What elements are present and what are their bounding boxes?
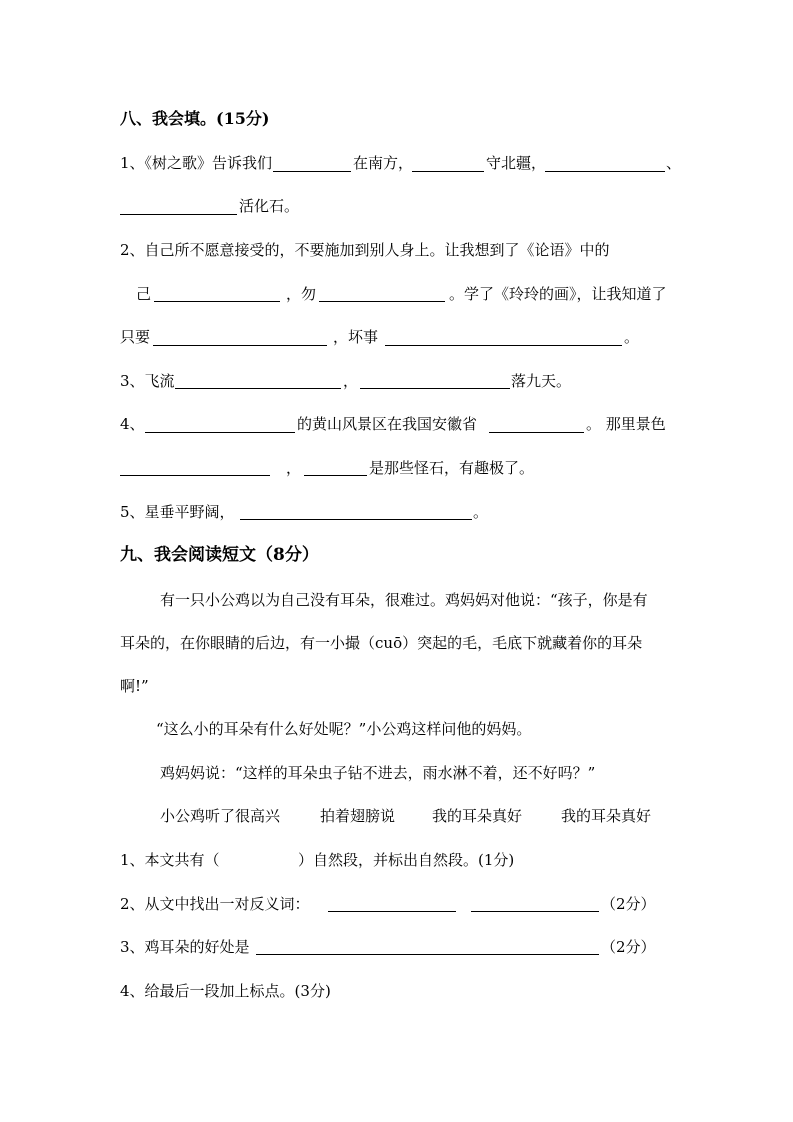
q8-3-text-c: 落九天。 <box>511 372 572 390</box>
q9-4-text: 4、给最后一段加上标点。(3分) <box>120 982 331 1000</box>
blank-line[interactable] <box>319 301 445 302</box>
blank-line[interactable] <box>412 171 484 172</box>
q9-3-text-b: （2分） <box>601 938 656 956</box>
q8-2-text-e: 只要 <box>120 328 151 346</box>
blank-line[interactable] <box>240 519 472 520</box>
q8-2-text-c: ，勿 <box>286 285 317 303</box>
q8-5-text-b: 。 <box>473 503 489 521</box>
q8-2-text-g: 。 <box>624 328 640 346</box>
q8-1-text-b: 在南方， <box>353 154 414 172</box>
blank-line[interactable] <box>360 388 510 389</box>
q8-1-text-e: 活化石。 <box>239 197 300 215</box>
passage-line: 耳朵的，在你眼睛的后边，有一小撮（cuō）突起的毛，毛底下就藏着你的耳朵 <box>120 634 643 652</box>
q9-1-text-a: 1、本文共有（ <box>120 851 220 869</box>
q8-1-text-d: 、 <box>666 154 682 172</box>
q8-1-text-a: 1、《树之歌》告诉我们 <box>120 154 273 172</box>
blank-line[interactable] <box>175 388 341 389</box>
section-9-title: 九、我会阅读短文（8分） <box>120 545 319 565</box>
q8-1-text-c: 守北疆， <box>486 154 547 172</box>
blank-line[interactable] <box>471 911 599 912</box>
q8-2-text-d: 。学了《玲玲的画》，让我知道了 <box>449 285 667 303</box>
passage-line: 有一只小公鸡以为自己没有耳朵，很难过。鸡妈妈对他说：“孩子，你是有 <box>160 591 648 609</box>
blank-line[interactable] <box>385 345 622 346</box>
passage-line: 鸡妈妈说：“这样的耳朵虫子钻不进去，雨水淋不着，还不好吗？” <box>160 764 596 782</box>
passage-phrase: 小公鸡听了很高兴 <box>160 807 281 825</box>
passage-line: 啊!” <box>120 677 149 695</box>
passage-phrase: 我的耳朵真好 <box>561 807 652 825</box>
passage-phrase: 拍着翅膀说 <box>320 807 396 825</box>
section-8-title: 八、我会填。(15分) <box>120 109 270 128</box>
q8-4-text-b: 的黄山风景区在我国安徽省 <box>297 415 478 433</box>
passage-phrase: 我的耳朵真好 <box>432 807 523 825</box>
q8-3-text-a: 3、飞流 <box>120 372 175 390</box>
blank-line[interactable] <box>273 171 351 172</box>
q9-2-text-a: 2、从文中找出一对反义词： <box>120 895 310 913</box>
blank-line[interactable] <box>256 954 599 955</box>
blank-line[interactable] <box>328 911 456 912</box>
blank-line[interactable] <box>120 214 237 215</box>
q8-4-text-c: 。 那里景色 <box>586 415 666 433</box>
q9-1-text-b: ）自然段，并标出自然段。(1分) <box>298 851 515 869</box>
q8-4-text-e: 是那些怪石，有趣极了。 <box>369 459 535 477</box>
blank-line[interactable] <box>153 345 327 346</box>
q9-2-text-b: （2分） <box>601 895 656 913</box>
q9-3-text-a: 3、鸡耳朵的好处是 <box>120 938 250 956</box>
q8-3-text-b: ， <box>343 372 359 390</box>
blank-line[interactable] <box>145 432 295 433</box>
q8-2-text-a: 2、自己所不愿意接受的，不要施加到别人身上。让我想到了《论语》中的 <box>120 241 610 259</box>
q8-4-text-a: 4、 <box>120 415 145 433</box>
q8-2-text-b: 己 <box>136 285 152 303</box>
blank-line[interactable] <box>154 301 280 302</box>
passage-line: “这么小的耳朵有什么好处呢？”小公鸡这样问他的妈妈。 <box>156 720 532 738</box>
blank-line[interactable] <box>545 171 665 172</box>
blank-line[interactable] <box>120 475 270 476</box>
q8-5-text-a: 5、星垂平野阔， <box>120 503 235 521</box>
q8-2-text-f: ，坏事 <box>333 328 379 346</box>
q8-4-text-d: ， <box>286 459 302 477</box>
blank-line[interactable] <box>489 432 584 433</box>
blank-line[interactable] <box>304 475 367 476</box>
